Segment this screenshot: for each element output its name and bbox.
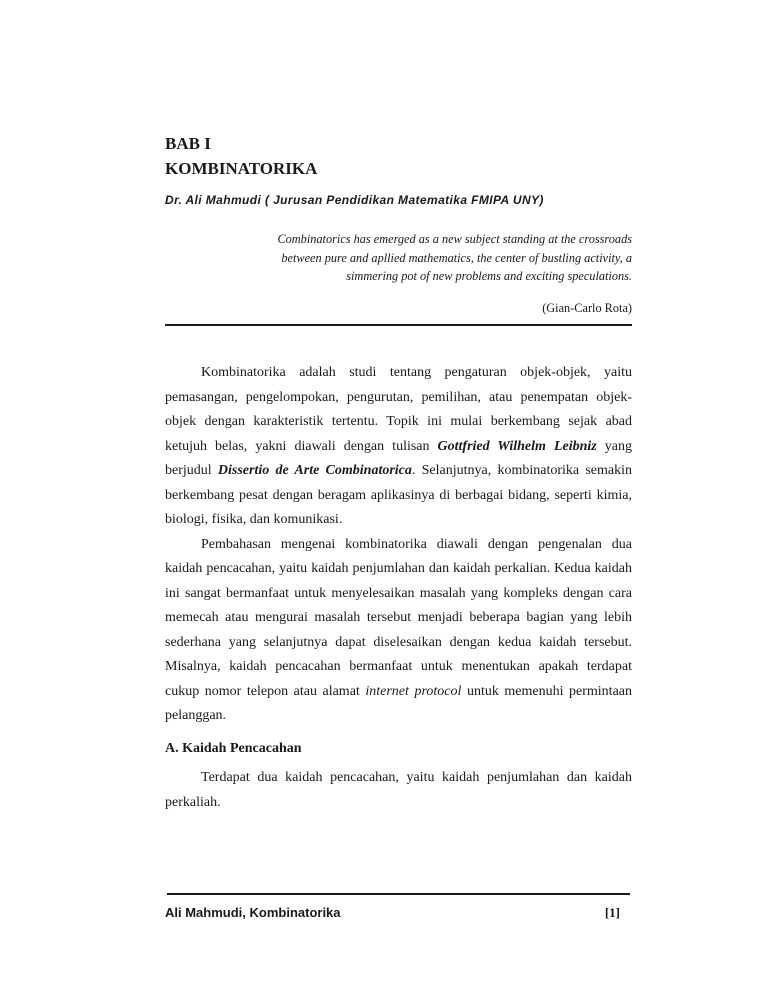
intro-paragraph-1: Kombinatorika adalah studi tentang pengaturan objek-objek, yaitu pemasangan, pengelompokan, pengurutan, pemilihan, atau penempatan objek-objek dengan karakteristik tertentu. Topik ini mulai berkembang sejak abad ketujuh belas, yakni diawali dengan tulisan Gottfried Wilhelm Leibniz yang berjudul Dissertio de Arte Combinatorica. Selanjutnya, kombinatorika semakin berkembang pesat dengan beragam aplikasinya di berbagai bidang, seperti kimia, biologi, fisika, dan komunikasi. — [165, 365, 633, 527]
italic-term: internet protocol — [365, 683, 462, 699]
epigraph-attribution: (Gian-Carlo Rota) — [542, 301, 632, 315]
page-number: [1] — [604, 905, 620, 920]
header-divider — [165, 324, 632, 326]
intro-text — [165, 361, 632, 729]
person-name: Gottfried Wilhelm Leibniz — [437, 438, 597, 454]
section-heading: A. Kaidah Pencacahan — [165, 741, 302, 756]
author-line: Dr. Ali Mahmudi ( Jurusan Pendidikan Matematika FMIPA UNY) — [165, 193, 544, 207]
chapter-title: KOMBINATORIKA — [165, 159, 318, 178]
epigraph-line: Combinatorics has emerged as a new subject standing at the crossroads — [277, 232, 632, 246]
footer-author: Ali Mahmudi, Kombinatorika — [165, 905, 341, 920]
section-text — [165, 766, 632, 815]
chapter-number: BAB I — [165, 134, 211, 153]
chapter-heading — [165, 131, 317, 181]
work-title: Dissertio de Arte Combinatorica — [217, 463, 412, 478]
intro-paragraph-2: Pembahasan mengenai kombinatorika diawali dengan pengenalan dua kaidah pencacahan, yaitu kaidah penjumlahan dan kaidah perkalian. Kedua kaidah ini sangat bermanfaat untuk menyelesaikan masalah yang kompleks dengan cara memecah atau mengurai masalah tersebut menjadi beberapa bagian yang lebih sederhana yang selanjutnya dapat diselesaikan dengan kedua kaidah tersebut. Misalnya, kaidah pencacahan bermanfaat untuk menentukan apakah terdapat cukup nomor telepon atau alamat internet protocol untuk memenuhi permintaan pelanggan. — [165, 536, 633, 723]
epigraph — [232, 230, 632, 286]
epigraph-line: between pure and apllied mathematics, the center of bustling activity, a — [281, 250, 632, 265]
epigraph-line: simmering pot of new problems and exciting speculations. — [346, 269, 632, 283]
section-paragraph: Terdapat dua kaidah pencacahan, yaitu kaidah penjumlahan dan kaidah perkaliah. — [165, 770, 632, 810]
footer-divider — [167, 893, 630, 895]
